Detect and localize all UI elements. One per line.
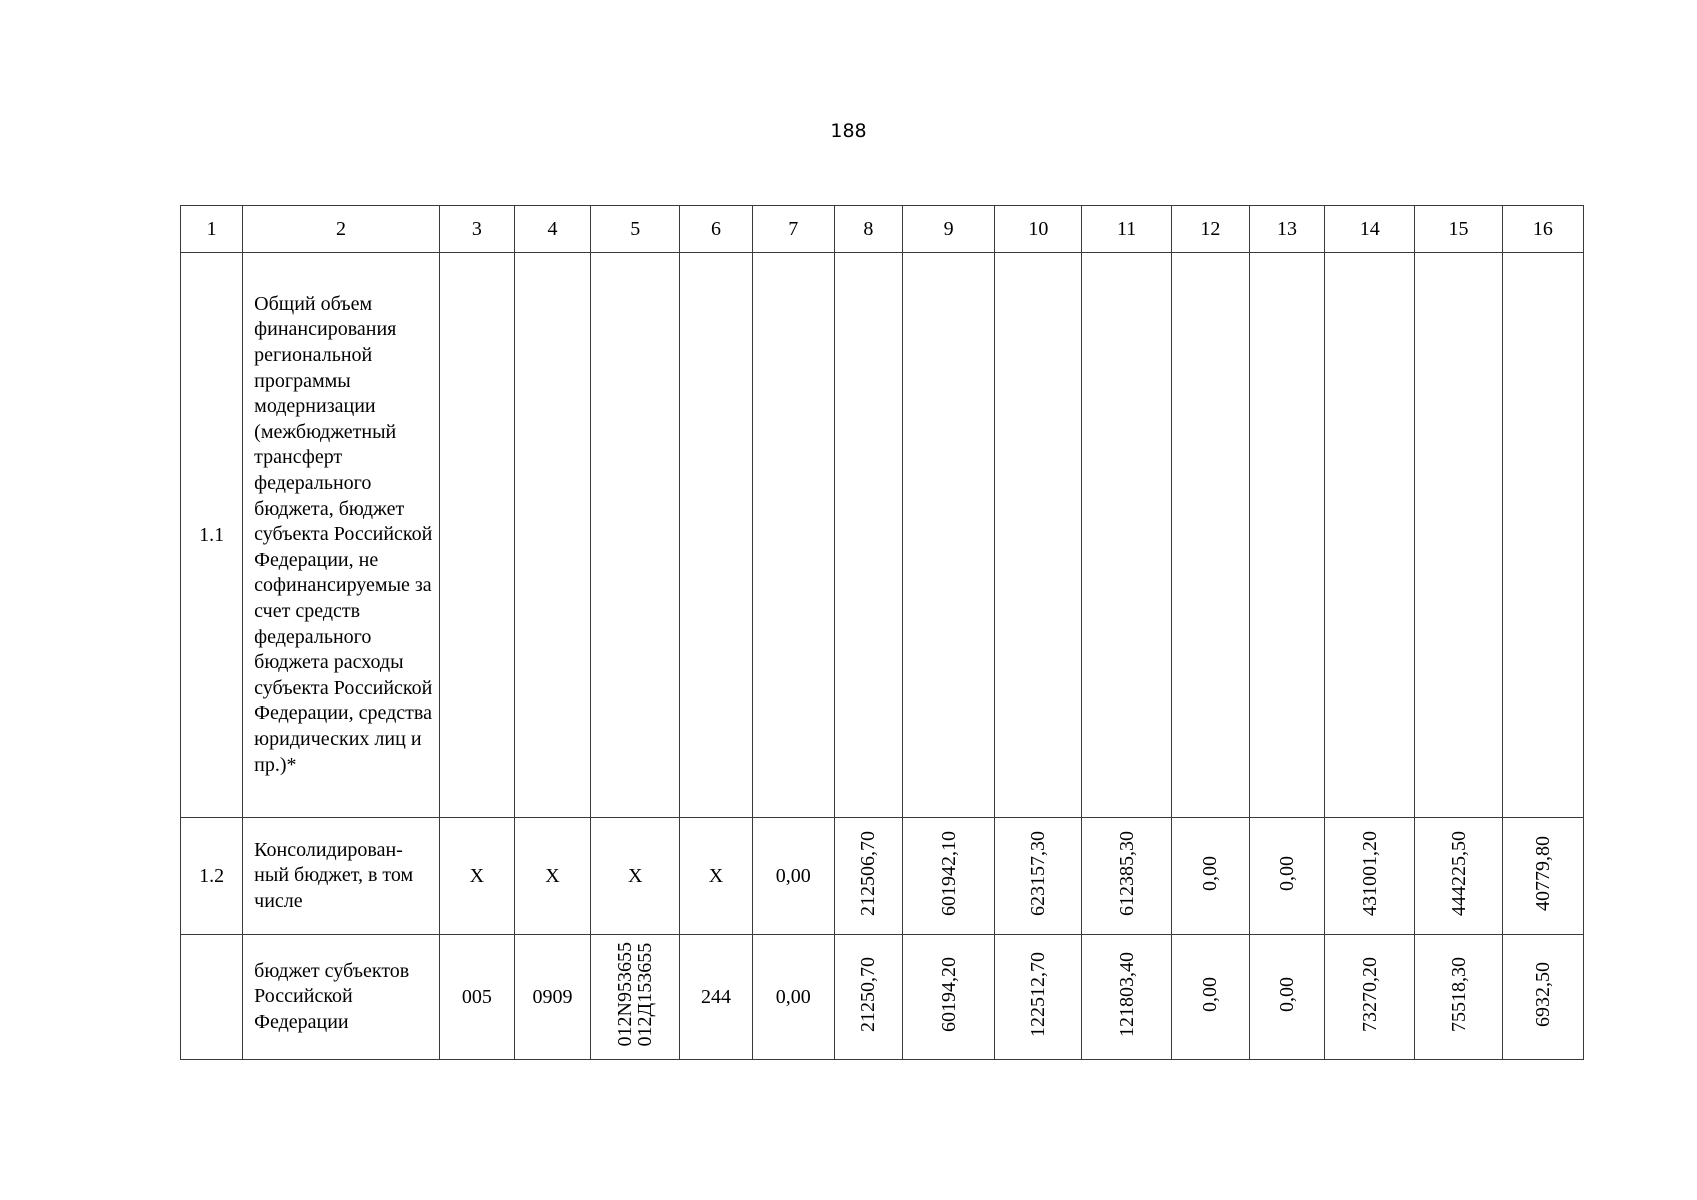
empty-cell — [752, 253, 834, 818]
header-cell: 9 — [903, 206, 995, 253]
vertical-value: 623157,30 — [1027, 830, 1050, 916]
table-cell — [995, 935, 1082, 1060]
vertical-value: 431001,20 — [1358, 830, 1381, 916]
header-cell: 12 — [1171, 206, 1249, 253]
header-cell: 13 — [1249, 206, 1324, 253]
table-cell: Х — [514, 818, 590, 935]
table-cell — [834, 935, 902, 1060]
header-cell: 14 — [1325, 206, 1415, 253]
row-description: бюджет субъектов Российской Федерации — [243, 935, 440, 1060]
empty-cell — [1325, 253, 1415, 818]
table-cell: Х — [680, 818, 752, 935]
empty-cell — [1171, 253, 1249, 818]
vertical-value: 6932,50 — [1531, 961, 1554, 1027]
header-cell: 6 — [680, 206, 752, 253]
budget-code: 012N953655 — [614, 941, 637, 1047]
table-cell — [903, 818, 995, 935]
table-cell — [1249, 818, 1324, 935]
table-cell: Х — [439, 818, 514, 935]
vertical-value: 444225,50 — [1447, 830, 1470, 916]
table-row — [181, 818, 1584, 935]
header-cell: 1 — [181, 206, 243, 253]
table-cell — [834, 818, 902, 935]
empty-cell — [1082, 253, 1171, 818]
table-header-row — [181, 206, 1584, 253]
vertical-value: 0,00 — [1199, 855, 1222, 891]
budget-table — [180, 205, 1584, 1060]
header-cell: 3 — [439, 206, 514, 253]
empty-cell — [1502, 253, 1583, 818]
header-cell: 5 — [591, 206, 680, 253]
header-cell: 2 — [243, 206, 440, 253]
vertical-value: 612385,30 — [1115, 830, 1138, 916]
table-cell: 0,00 — [752, 818, 834, 935]
empty-cell — [995, 253, 1082, 818]
table-cell — [1082, 935, 1171, 1060]
vertical-value: 122512,70 — [1027, 951, 1050, 1037]
table-cell: Х — [591, 818, 680, 935]
vertical-value: 21250,70 — [857, 956, 880, 1032]
table-cell — [1415, 818, 1502, 935]
vertical-value: 75518,30 — [1447, 956, 1470, 1032]
vertical-value: 0,00 — [1199, 976, 1222, 1012]
header-cell: 10 — [995, 206, 1082, 253]
table-cell — [1502, 818, 1583, 935]
header-cell: 16 — [1502, 206, 1583, 253]
vertical-value: 601942,10 — [937, 830, 960, 916]
table-cell — [1415, 935, 1502, 1060]
empty-cell — [1415, 253, 1502, 818]
row-description: Общий объем финансирования региональной программы модернизации (межбюджетный трансферт федерального бюджета, бюджет субъекта Российской Федерации, не софинансируемые за счет средств федерального бюджета расходы субъекта Российской Федерации, средства юридических лиц и пр.)* — [243, 253, 440, 818]
empty-cell — [1249, 253, 1324, 818]
vertical-value: 0,00 — [1276, 855, 1299, 891]
table-cell: 005 — [439, 935, 514, 1060]
vertical-value: 40779,80 — [1531, 835, 1554, 911]
table-cell — [1249, 935, 1324, 1060]
row-number: 1.1 — [181, 253, 243, 818]
header-cell: 4 — [514, 206, 590, 253]
table-row — [181, 253, 1584, 818]
header-cell: 8 — [834, 206, 902, 253]
empty-cell — [834, 253, 902, 818]
table-cell — [903, 935, 995, 1060]
table-cell: 0909 — [514, 935, 590, 1060]
page-number: 188 — [830, 120, 867, 142]
table-cell: 0,00 — [752, 935, 834, 1060]
table-cell — [1082, 818, 1171, 935]
vertical-value: 121803,40 — [1115, 951, 1138, 1037]
table-cell — [1502, 935, 1583, 1060]
empty-cell — [439, 253, 514, 818]
table-cell — [1325, 818, 1415, 935]
table-cell — [1171, 818, 1249, 935]
table-cell: 244 — [680, 935, 752, 1060]
budget-code: 012Д153655 — [634, 942, 657, 1046]
table-cell — [1171, 935, 1249, 1060]
empty-cell — [181, 935, 243, 1060]
empty-cell — [680, 253, 752, 818]
vertical-value: 73270,20 — [1358, 956, 1381, 1032]
empty-cell — [514, 253, 590, 818]
table-cell — [591, 935, 680, 1060]
header-cell: 15 — [1415, 206, 1502, 253]
row-description: Консолидирован-ный бюджет, в том числе — [243, 818, 440, 935]
vertical-value: 0,00 — [1276, 976, 1299, 1012]
empty-cell — [591, 253, 680, 818]
header-cell: 7 — [752, 206, 834, 253]
vertical-value: 212506,70 — [857, 830, 880, 916]
budget-code-stack — [615, 942, 655, 1046]
table-cell — [995, 818, 1082, 935]
table-cell — [1325, 935, 1415, 1060]
table-row — [181, 935, 1584, 1060]
header-cell: 11 — [1082, 206, 1171, 253]
row-number: 1.2 — [181, 818, 243, 935]
empty-cell — [903, 253, 995, 818]
vertical-value: 60194,20 — [937, 956, 960, 1032]
